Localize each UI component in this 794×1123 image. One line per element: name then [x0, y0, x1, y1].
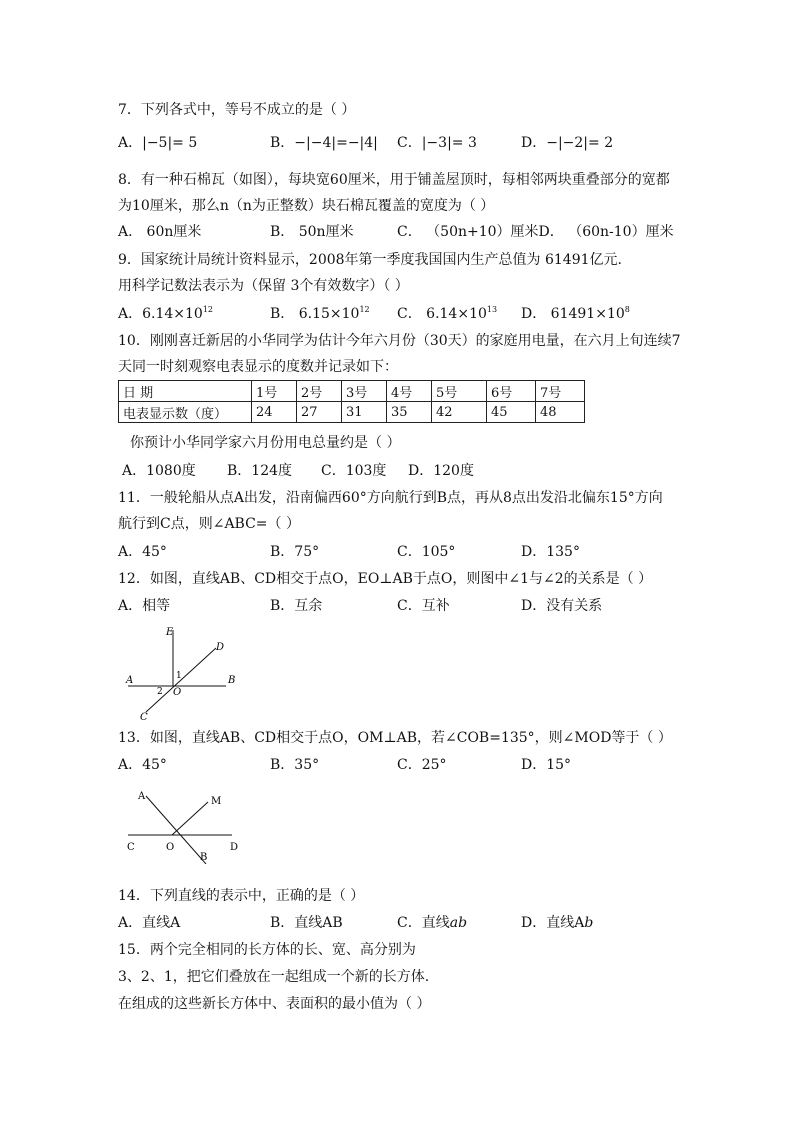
- table-reading-cell: 48: [536, 402, 585, 423]
- q10-option-b: B．124度: [227, 463, 293, 479]
- table-reading-cell: 31: [342, 402, 387, 423]
- q13-option-d: D．15°: [521, 757, 572, 773]
- q11-stem-line2: 航行到C点，则∠ABC=（ ）: [118, 516, 300, 532]
- q7-option-d: D．−|−2|= 2: [521, 135, 614, 151]
- q11-option-b: B．75°: [270, 544, 320, 560]
- q13-line-om: [172, 802, 208, 835]
- q9-stem-line2: 用科学记数法表示为（保留 3个有效数字）（ ）: [118, 278, 409, 294]
- q12-stem: 12．如图，直线AB、CD相交于点O，EO⊥AB于点O，则图中∠1与∠2的关系是（ ）: [118, 571, 653, 587]
- table-row: [119, 381, 585, 402]
- q12-label-d: D: [216, 642, 225, 653]
- q10-option-a: A．1080度: [122, 463, 196, 479]
- table-day-cell: 5号: [432, 381, 487, 402]
- q10-option-d: D．120度: [408, 463, 474, 479]
- table-day-cell: 2号: [297, 381, 342, 402]
- q12-angle-1: 1: [176, 671, 182, 681]
- q7-stem: 7．下列各式中，等号不成立的是（ ）: [118, 102, 356, 118]
- q15-stem-line2: 3、2、1，把它们叠放在一起组成一个新的长方体.: [118, 969, 430, 985]
- q13-label-c: C: [127, 842, 135, 853]
- table-day-cell: 6号: [487, 381, 536, 402]
- table-row-label: 电表显示数（度）: [119, 402, 252, 423]
- q12-label-c: C: [140, 712, 148, 723]
- table-header-date: 日 期: [119, 381, 252, 402]
- table-row: [119, 402, 585, 423]
- q12-figure: [120, 622, 250, 726]
- q15-stem-line3: 在组成的这些新长方体中、表面积的最小值为（ ）: [118, 996, 431, 1012]
- q12-option-b: B．互余: [270, 598, 323, 614]
- table-reading-cell: 27: [297, 402, 342, 423]
- q10-question: 你预计小华同学家六月份用电总量约是（ ）: [130, 435, 401, 451]
- q8-stem-line1: 8．有一种石棉瓦（如图），每块宽60厘米，用于铺盖屋顶时，每相邻两块重叠部分的宽都: [118, 172, 670, 188]
- table-reading-cell: 45: [487, 402, 536, 423]
- q7-option-a: A．|−5|= 5: [118, 135, 198, 151]
- table-reading-cell: 42: [432, 402, 487, 423]
- q10-stem-line1: 10．刚刚喜迁新居的小华同学为估计今年六月份（30天）的家庭用电量，在六月上旬连续7: [118, 333, 681, 349]
- q14-option-d: D．直线Ab: [521, 915, 594, 931]
- q11-option-c: C．105°: [397, 544, 456, 560]
- q14-stem: 14．下列直线的表示中，正确的是（ ）: [118, 888, 365, 904]
- q7-option-c: C．|−3|= 3: [397, 135, 477, 151]
- q14-option-a: A．直线A: [118, 915, 181, 931]
- q10-stem-line2: 天同一时刻观察电表显示的度数并记录如下：: [118, 359, 398, 375]
- q14-option-b: B．直线AB: [270, 915, 343, 931]
- q8-option-a: A． 60n厘米: [118, 224, 202, 240]
- table-day-cell: 1号: [252, 381, 297, 402]
- q12-angle-2: 2: [157, 687, 163, 697]
- q11-stem-line1: 11．一般轮船从点A出发，沿南偏西60°方向航行到B点，再从8点出发沿北偏东15°方向: [118, 490, 663, 506]
- q8-option-b: B． 50n厘米: [270, 224, 354, 240]
- q13-option-a: A．45°: [118, 757, 167, 773]
- q13-label-o: O: [166, 842, 175, 853]
- q10-option-c: C．103度: [321, 463, 387, 479]
- q12-label-b: B: [228, 675, 236, 686]
- q15-stem-line1: 15．两个完全相同的长方体的长、宽、高分别为: [118, 942, 416, 958]
- q9-option-d: D． $61491\times 10^8$: [521, 305, 630, 322]
- q9-option-c: C． $6.14\times 10^{13}$: [397, 305, 498, 322]
- q13-label-b: B: [200, 852, 208, 863]
- q13-line-ab: [146, 796, 206, 864]
- q13-label-a: A: [138, 791, 146, 802]
- table-day-cell: 4号: [387, 381, 432, 402]
- q12-label-e: E: [166, 627, 174, 638]
- q8-stem-line2: 为10厘米，那么n（n为正整数）块石棉瓦覆盖的宽度为（ ）: [118, 198, 495, 214]
- q12-option-c: C．互补: [397, 598, 450, 614]
- q12-label-o: O: [173, 687, 182, 698]
- q11-option-a: A．45°: [118, 544, 167, 560]
- q8-option-cd: C． （50n+10）厘米D． （60n-10）厘米: [397, 224, 674, 240]
- q9-option-a: A．$6.14\times 10^{12}$: [118, 305, 214, 322]
- electricity-table: [118, 380, 585, 423]
- q13-label-m: M: [211, 796, 222, 807]
- table-reading-cell: 35: [387, 402, 432, 423]
- q13-option-b: B．35°: [270, 757, 320, 773]
- table-reading-cell: 24: [252, 402, 297, 423]
- q14-option-c: C．直线ab: [397, 915, 468, 931]
- q13-figure: [120, 784, 250, 864]
- q12-option-a: A．相等: [118, 598, 171, 614]
- q9-stem-line1: 9．国家统计局统计资料显示，2008年第一季度我国国内生产总值为 61491亿元.: [118, 252, 622, 268]
- table-day-cell: 7号: [536, 381, 585, 402]
- q13-option-c: C．25°: [397, 757, 447, 773]
- q11-option-d: D．135°: [521, 544, 580, 560]
- q9-option-b: B． $6.15\times 10^{12}$: [270, 305, 370, 322]
- q13-label-d: D: [230, 842, 239, 853]
- q12-label-a: A: [126, 675, 134, 686]
- table-day-cell: 3号: [342, 381, 387, 402]
- q13-stem: 13．如图，直线AB、CD相交于点O，OM⊥AB，若∠COB=135°，则∠MOD等于（ ）: [118, 730, 672, 746]
- q7-option-b: B．−|−4|=−|4|: [270, 135, 378, 151]
- q12-option-d: D．没有关系: [521, 598, 603, 614]
